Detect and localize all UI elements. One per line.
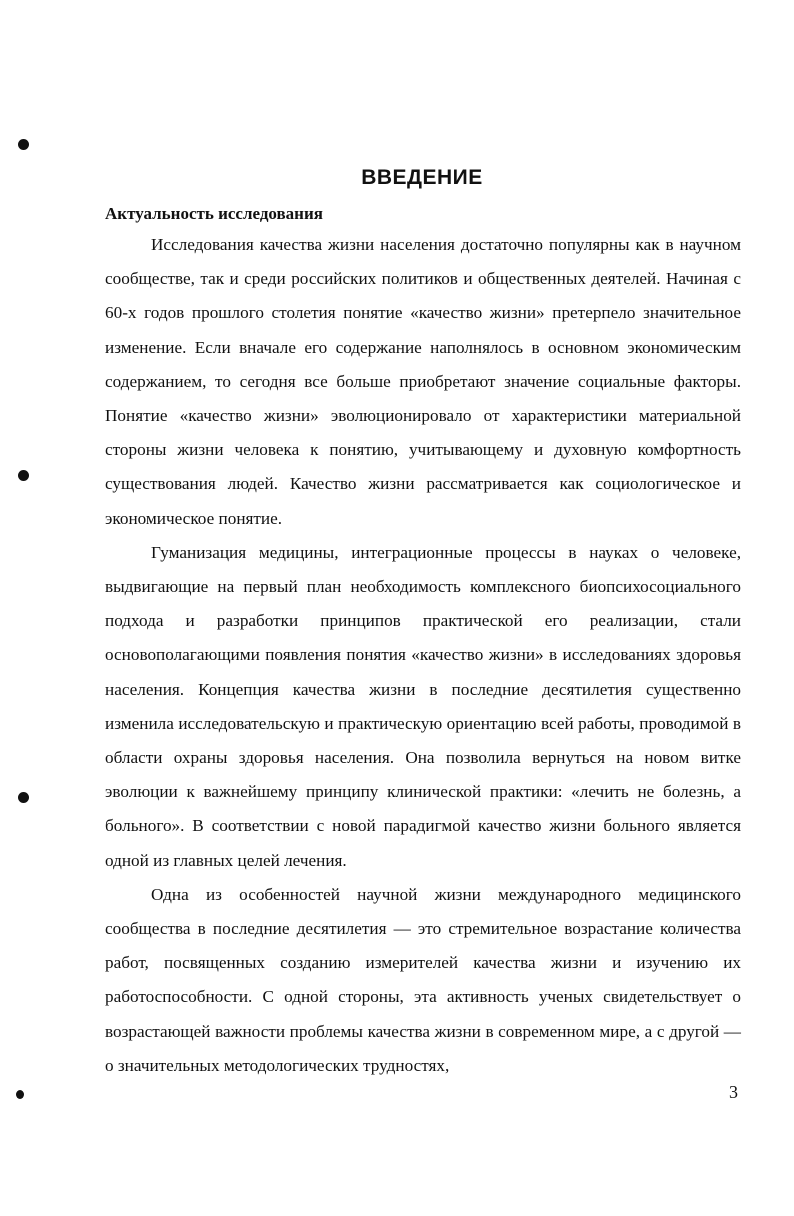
binder-hole-mark — [16, 1090, 24, 1099]
binder-hole-mark — [18, 139, 29, 150]
binder-hole-mark — [18, 792, 29, 803]
body-text — [105, 228, 741, 1083]
paragraph: Исследования качества жизни населения достаточно популярны как в научном сообществе, так и среди российских политиков и общественных деятелей. Начиная с 60-х годов прошлого столетия понятие «качество жизни» претерпело значительное изменение. Если вначале его содержание наполнялось в основном экономическим содержанием, то сегодня все больше приобретают значение социальные факторы. Понятие «качество жизни» эволюционировало от характеристики материальной стороны жизни человека к понятию, учитывающему и духовную комфортность существования людей. Качество жизни рассматривается как социологическое и экономическое понятие. — [105, 235, 741, 528]
page-title: ВВЕДЕНИЕ — [361, 166, 483, 189]
paragraph: Одна из особенностей научной жизни международного медицинского сообщества в последние десятилетия — это стремительное возрастание количества работ, посвященных созданию измерителей качества жизни и изучению их работоспособности. С одной стороны, эта активность ученых свидетельствует о возрастающей важности проблемы качества жизни в современном мире, а с другой — о значительных методологических трудностях, — [105, 884, 741, 1075]
page-number: 3 — [729, 1082, 738, 1102]
paragraph: Гуманизация медицины, интеграционные процессы в науках о человеке, выдвигающие на первый план необходимость комплексного биопсихосоциального подхода и разработки принципов практической его реализации, стали основополагающими появления понятия «качество жизни» в исследованиях здоровья населения. Концепция качества жизни в последние десятилетия существенно изменила исследовательскую и практическую ориентацию всей работы, проводимой в области охраны здоровья населения. Она позволила вернуться на новом витке эволюции к важнейшему принципу клинической практики: «лечить не болезнь, а больного». В соответствии с новой парадигмой качество жизни больного является одной из главных целей лечения. — [105, 542, 741, 870]
section-heading: Актуальность исследования — [105, 204, 323, 223]
binder-hole-mark — [18, 470, 29, 481]
